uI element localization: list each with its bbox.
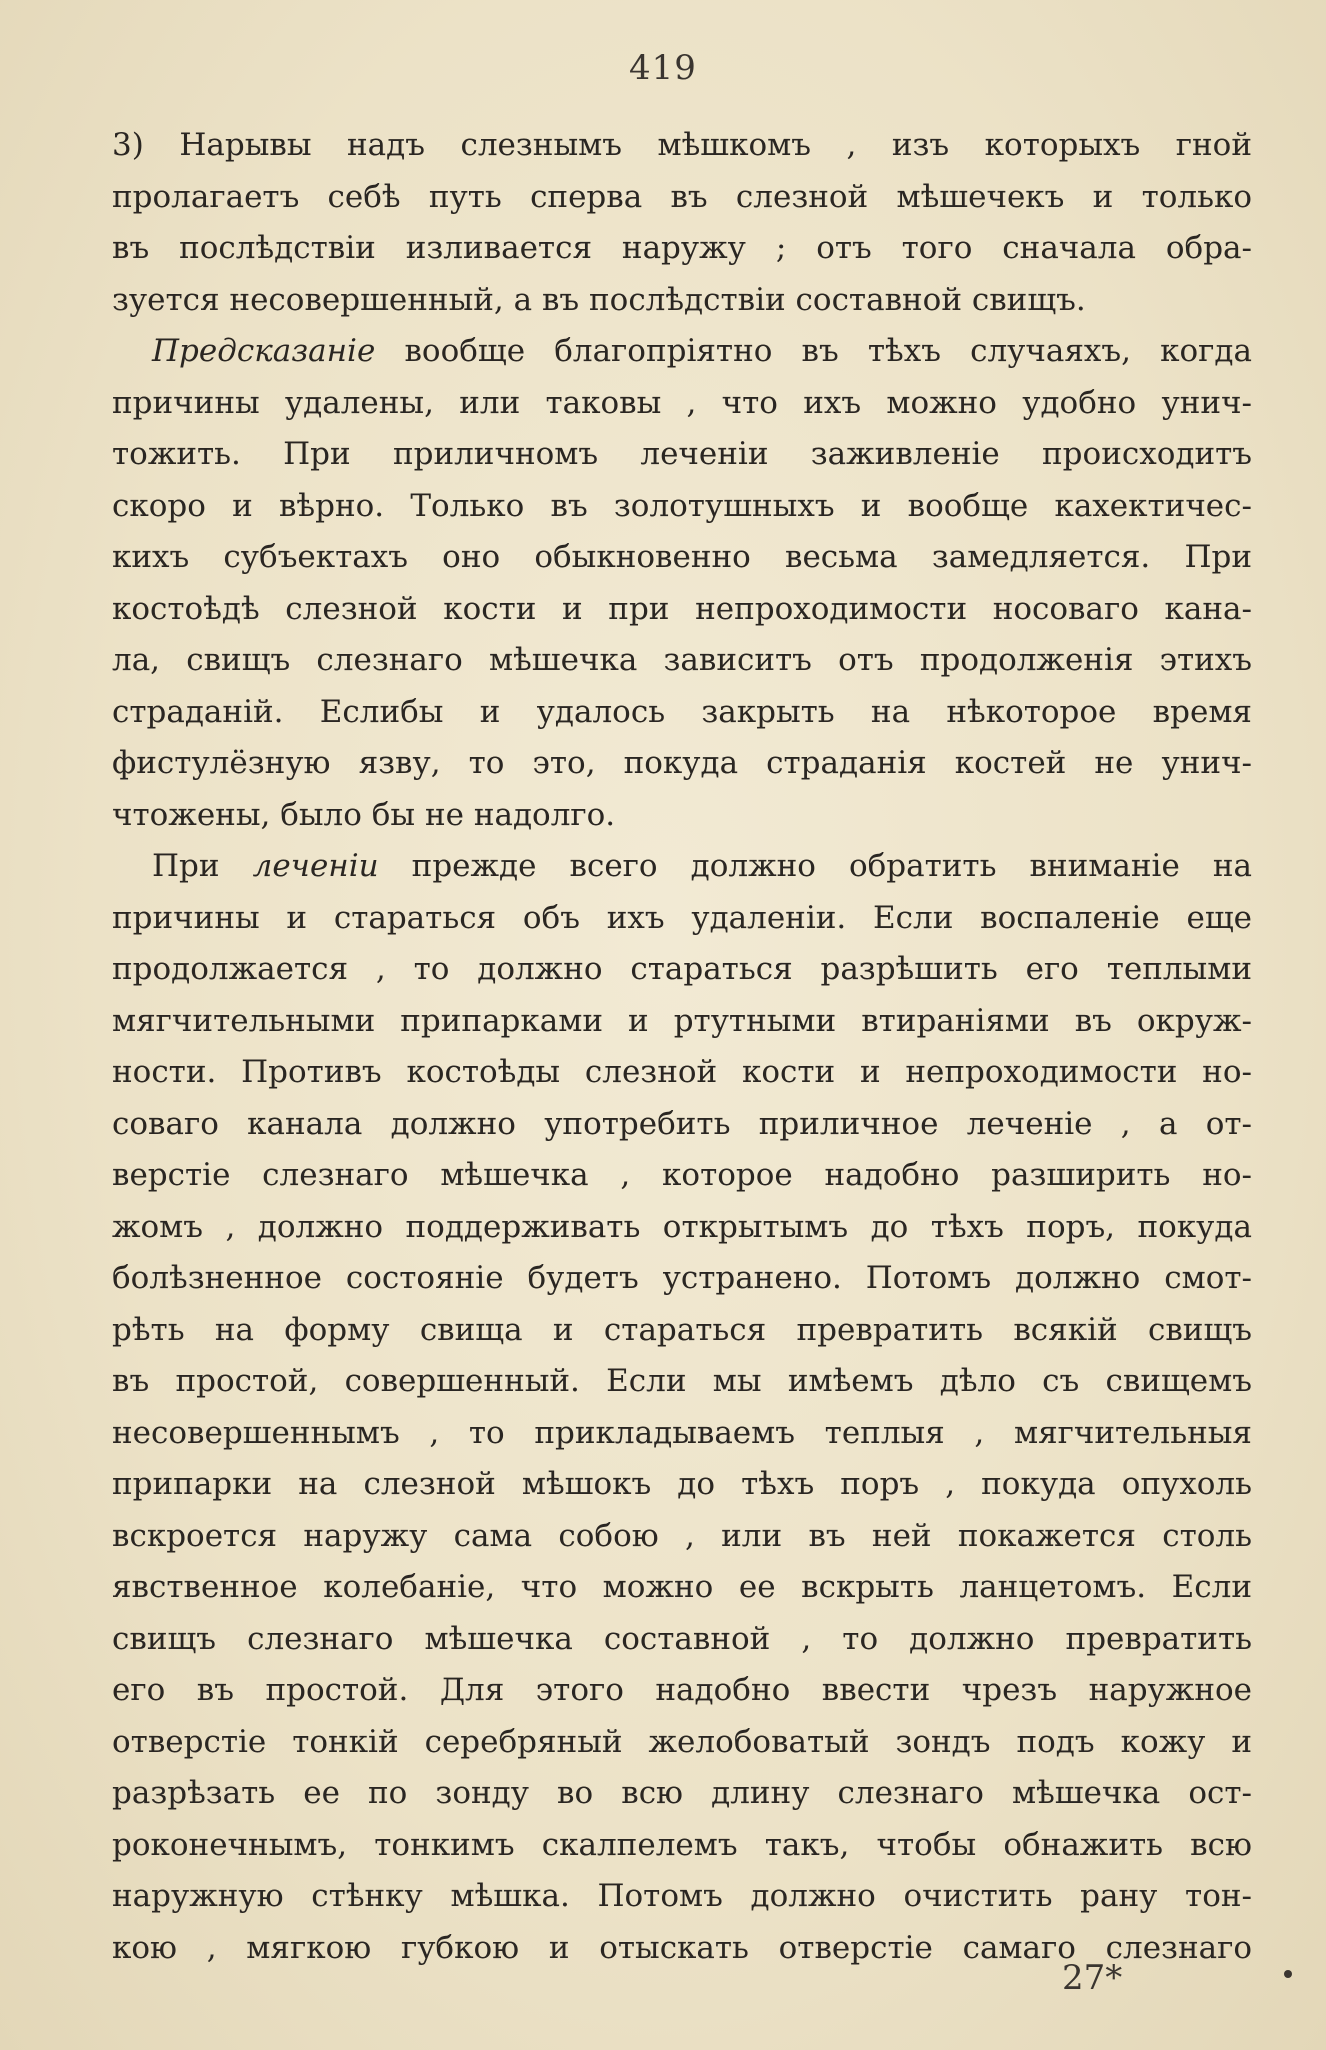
margin-dot <box>1284 1970 1292 1978</box>
text-line: отверстіе тонкій серебряный желобоватый зондъ подъ кожу и <box>112 1723 1252 1760</box>
line-text: вообще благопріятно въ тѣхъ случаяхъ, когда <box>375 333 1252 369</box>
text-line: 3) Нарывы надъ слезнымъ мѣшкомъ , изъ которыхъ гной <box>112 127 1252 163</box>
text-line: въ простой, совершенный. Если мы имѣемъ дѣло съ свищемъ <box>112 1363 1252 1399</box>
text-line: свищъ слезнаго мѣшечка составной , то должно превратить <box>112 1620 1252 1657</box>
text-line: верстіе слезнаго мѣшечка , которое надобно разширить но- <box>112 1157 1252 1193</box>
text-line: наружную стѣнку мѣшка. Потомъ должно очистить рану тон- <box>112 1878 1252 1914</box>
text-line: мягчительными припарками и ртутными втираніями въ окруж- <box>112 1002 1252 1039</box>
text-line: разрѣзать ее по зонду во всю длину слезнаго мѣшечка ост- <box>112 1775 1252 1811</box>
body-text <box>112 120 1252 1974</box>
text-line <box>112 326 1252 378</box>
text-line: роконечнымъ, тонкимъ скалпелемъ такъ, чтобы обнажить всю <box>112 1826 1252 1863</box>
text-line: тожить. При приличномъ леченіи заживленіе происходитъ <box>112 436 1252 472</box>
text-line: костоѣдѣ слезной кости и при непроходимости носоваго кана- <box>112 590 1252 627</box>
text-line: болѣзненное состояніе будетъ устранено. Потомъ должно смот- <box>112 1260 1252 1296</box>
text-line: припарки на слезной мѣшокъ до тѣхъ поръ , покуда опухоль <box>112 1466 1252 1502</box>
text-line: соваго канала должно употребить приличное леченіе , а от- <box>112 1105 1252 1142</box>
text-line: зуется несовершенный, а въ послѣдствіи составной свищъ. <box>112 281 1086 318</box>
text-line: въ послѣдствіи изливается наружу ; отъ того сначала обра- <box>112 230 1252 266</box>
text-line: скоро и вѣрно. Только въ золотушныхъ и вообще кахектичес- <box>112 487 1252 524</box>
italic-term: леченіи <box>252 848 379 884</box>
text-line: рѣть на форму свища и стараться превратить всякій свищъ <box>112 1311 1252 1348</box>
text-line: несовершеннымъ , то прикладываемъ теплыя , мягчительныя <box>112 1414 1252 1451</box>
text-line: кихъ субъектахъ оно обыкновенно весьма замедляется. При <box>112 539 1252 575</box>
text-line: его въ простой. Для этого надобно ввести чрезъ наружное <box>112 1672 1252 1708</box>
line-text: При <box>152 848 253 884</box>
text-line: кою , мягкою губкою и отыскать отверстіе самаго слезнаго <box>112 1929 1252 1966</box>
line-text: прежде всего должно обратить вниманіе на <box>378 848 1252 884</box>
text-line: жомъ , должно поддерживать открытымъ до тѣхъ поръ, покуда <box>112 1208 1252 1245</box>
text-line: страданій. Еслибы и удалось закрыть на нѣкоторое время <box>112 693 1252 730</box>
text-line: фистулёзную язву, то это, покуда страданія костей не унич- <box>112 745 1252 781</box>
text-line: ла, свищъ слезнаго мѣшечка зависитъ отъ продолженія этихъ <box>112 642 1252 678</box>
text-line: вскроется наружу сама собою , или въ ней покажется столь <box>112 1517 1252 1554</box>
text-line: причины удалены, или таковы , что ихъ можно удобно унич- <box>112 384 1252 421</box>
italic-term: Предсказаніе <box>152 333 376 369</box>
signature-mark: 27* <box>1062 1958 1123 1998</box>
text-line: ности. Противъ костоѣды слезной кости и непроходимости но- <box>112 1054 1252 1090</box>
text-line <box>112 841 1252 893</box>
text-line: чтожены, было бы не надолго. <box>112 796 616 833</box>
page-number: 419 <box>629 48 697 88</box>
text-line: пролагаетъ себѣ путь сперва въ слезной мѣшечекъ и только <box>112 178 1252 215</box>
text-line: явственное колебаніе, что можно ее вскрыть ланцетомъ. Если <box>112 1569 1252 1605</box>
text-line: причины и стараться объ ихъ удаленіи. Если воспаленіе еще <box>112 899 1252 936</box>
text-line: продолжается , то должно стараться разрѣшить его теплыми <box>112 951 1252 987</box>
